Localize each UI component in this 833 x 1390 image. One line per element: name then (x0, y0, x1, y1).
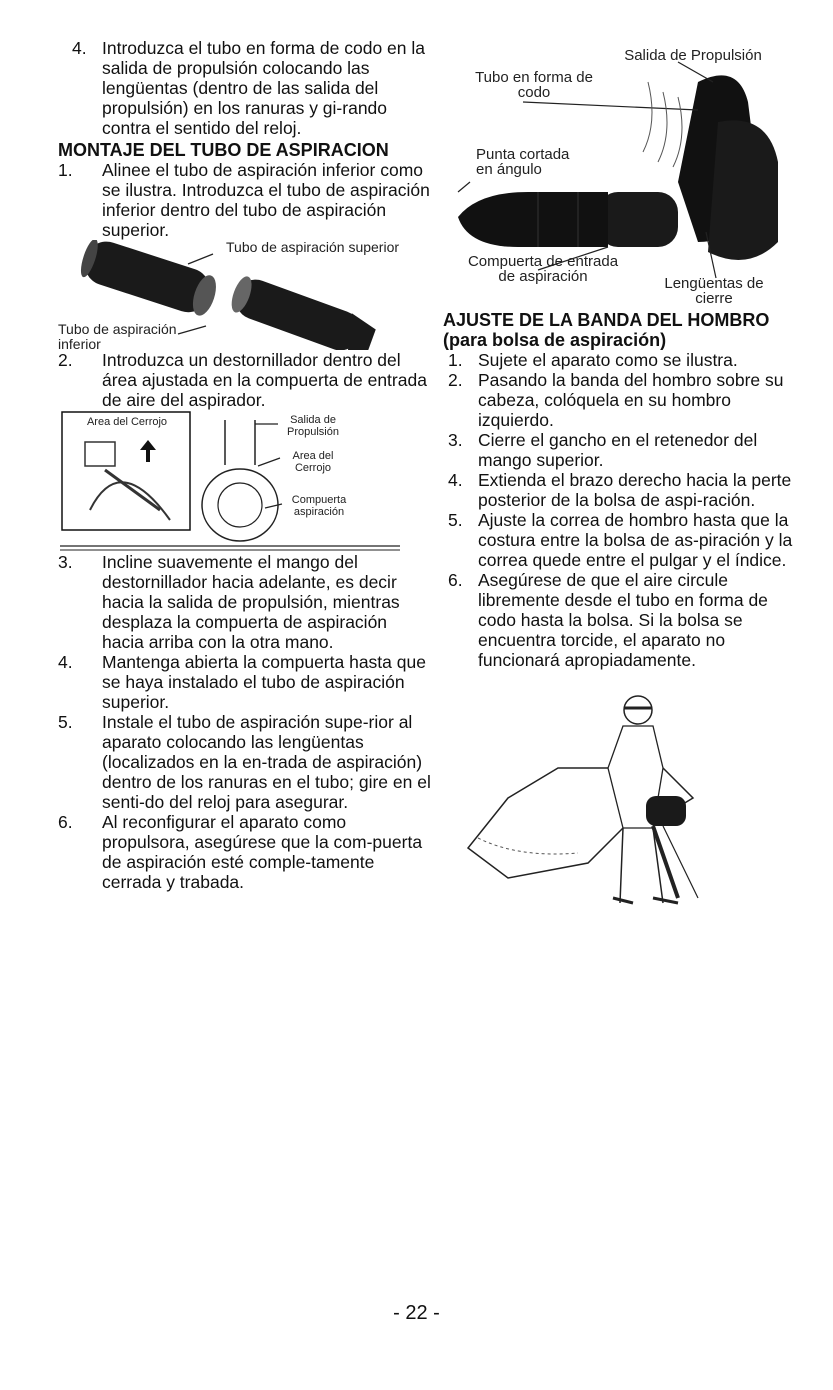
montaje-step-4 (58, 652, 432, 712)
tubes-figure (58, 240, 432, 350)
upper-tube-label: Tubo de aspiración superior (226, 239, 400, 255)
step-number: 3. (448, 430, 463, 450)
left-column (58, 38, 432, 892)
montaje-step-1 (58, 160, 432, 240)
ajuste-step-2 (448, 370, 808, 430)
step-number: 4. (448, 470, 463, 490)
section-heading-montaje: MONTAJE DEL TUBO DE ASPIRACION (58, 140, 389, 160)
step-text: Cierre el gancho en el retenedor del mango superior. (478, 430, 758, 470)
latch-area-label: Area del Cerrojo (292, 450, 334, 474)
step-number: 2. (58, 350, 73, 370)
montaje-step-3 (58, 552, 432, 652)
outlet-label: Salida de Propulsión (624, 47, 762, 64)
latch-box-title: Area del Cerrojo (86, 416, 168, 428)
montaje-step-2 (58, 350, 432, 410)
step-text: Pasando la banda del hombro sobre su cabeza, colóquela en su hombro izquierdo. (478, 370, 784, 430)
step-text: Incline suavemente el mango del destornillador hacia adelante, es decir hacia la salida de propulsión, mientras desplaza la compuerta de aspiración hacia arriba con la otra mano. (102, 552, 400, 652)
step-text: Extienda el brazo derecho hacia la perte posterior de la bolsa de aspi-ración. (478, 470, 792, 510)
page-number: - 22 - (393, 1302, 440, 1324)
ajuste-step-3 (448, 430, 808, 470)
step-number: 6. (58, 812, 73, 832)
door-label: Compuerta aspiración (291, 494, 347, 518)
step-number: 1. (58, 160, 73, 180)
operator-with-bag-illustration (448, 688, 748, 918)
latch-figure (60, 410, 432, 552)
section-heading-ajuste: AJUSTE DE LA BANDA DEL HOMBRO (443, 310, 770, 330)
step-number: 4. (58, 652, 73, 672)
right-column (443, 42, 808, 918)
operator-figure (448, 688, 808, 918)
elbow-tube-label: Tubo en forma de codo (475, 69, 593, 101)
step-text: Sujete el aparato como se ilustra. (478, 350, 738, 370)
intake-door-label: Compuerta de entrada de aspiración (467, 253, 619, 285)
step-4-intro (72, 38, 432, 138)
step-text: Introduzca un destornillador dentro del área ajustada en la compuerta de entrada de aire del aspirador. (102, 350, 427, 410)
step-text: Alinee el tubo de aspiración inferior como se ilustra. Introduzca el tubo de aspiración inferior dentro del tubo de aspiración superior. (102, 160, 430, 240)
step-number: 3. (58, 552, 73, 572)
step-text: Mantenga abierta la compuerta hasta que se haya instalado el tubo de aspiración superior. (102, 652, 426, 712)
step-text: Instale el tubo de aspiración supe-rior al aparato colocando las lengüentas (localizados en la en-trada de aspiración) dentro de los ranuras en el tubo; gire en el senti-do del reloj para asegurar. (102, 712, 431, 812)
ajuste-step-5 (448, 510, 808, 570)
ajuste-step-6 (448, 570, 808, 670)
step-text: Al reconfigurar el aparato como propulsora, asegúrese que la com-puerta de aspiración esté comple-tamente cerrada y trabada. (102, 812, 423, 892)
ajuste-step-4 (448, 470, 808, 510)
section-subheading: (para bolsa de aspiración) (443, 330, 667, 350)
montaje-step-6 (58, 812, 432, 892)
step-number: 6. (448, 570, 463, 590)
angled-tip-label: Punta cortada en ángulo (476, 146, 570, 178)
ajuste-step-1 (448, 350, 808, 370)
montaje-step-5 (58, 712, 432, 812)
step-number: 5. (58, 712, 73, 732)
outlet-label: Salida de Propulsión (287, 414, 339, 438)
blower-figure (448, 42, 808, 310)
locking-tabs-label: Lengüentas de cierre (664, 275, 764, 307)
step-text: Introduzca el tubo en forma de codo en la salida de propulsión colocando las lengüentas (dentro de las salida del propulsión) en los ranuras y gi-rando contra el sentido del reloj. (102, 38, 425, 138)
step-number: 2. (448, 370, 463, 390)
step-text: Ajuste la correa de hombro hasta que la costura entre la bolsa de as-piración y la correa quede entre el pulgar y el índice. (478, 510, 793, 570)
latch-illustration (60, 410, 405, 552)
step-number: 5. (448, 510, 463, 530)
step-text: Asegúrese de que el aire circule libremente desde el tubo en forma de codo hasta la bolsa. Si la bolsa se encuentra torcide, el aparato no funcionará apropiadamente. (478, 570, 768, 670)
step-number: 4. (72, 38, 87, 58)
lower-tube-label: Tubo de aspiración inferior (58, 321, 177, 352)
step-number: 1. (448, 350, 463, 370)
